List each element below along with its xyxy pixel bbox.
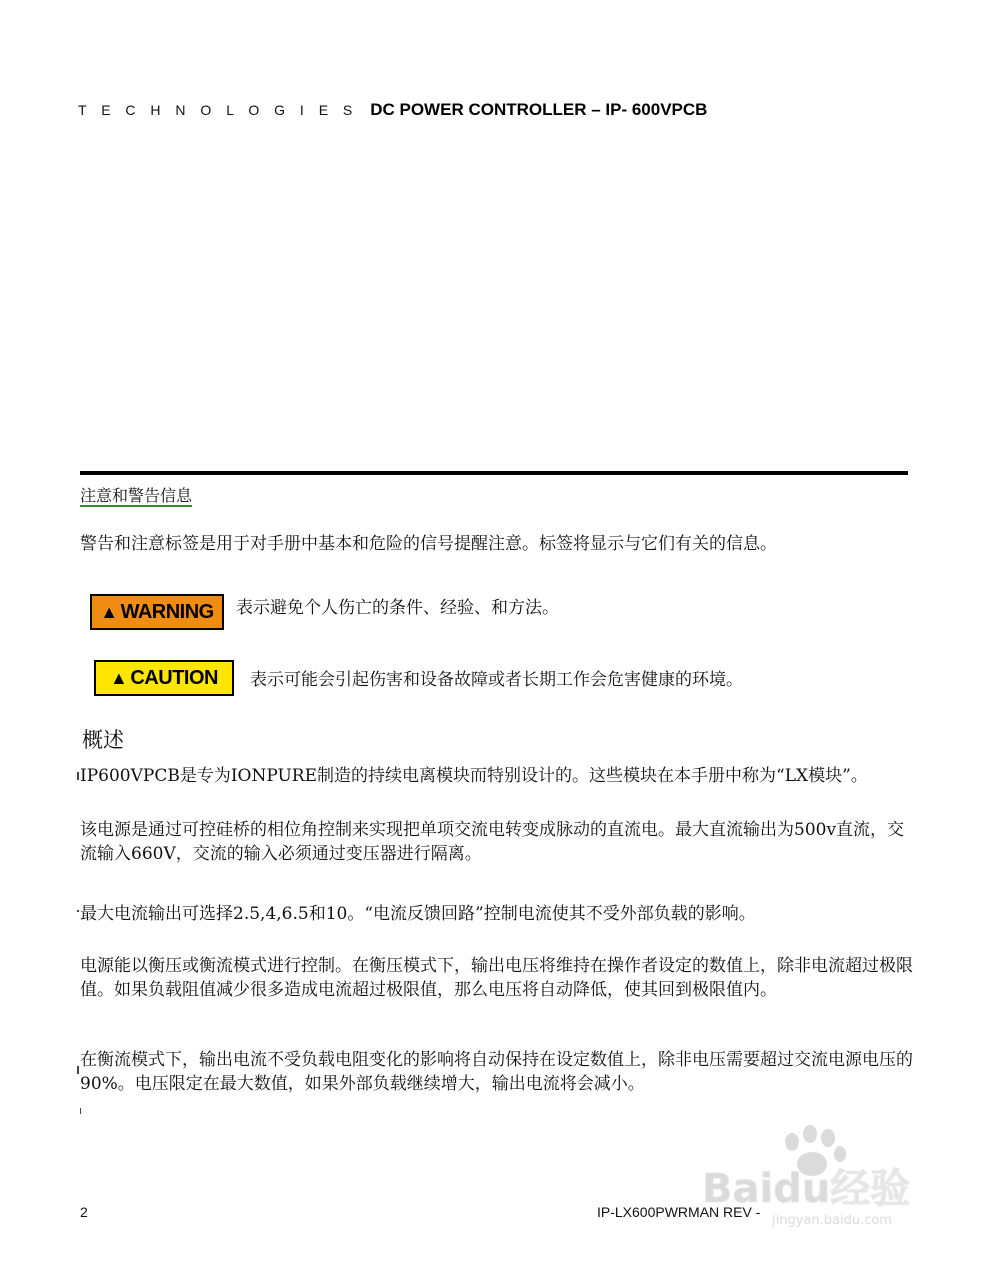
warning-badge-label: WARNING — [120, 600, 214, 623]
page-number: 2 — [80, 1204, 88, 1220]
overview-paragraph-5: 在衡流模式下，输出电流不受负载电阻变化的影响将自动保持在设定数值上，除非电压需要超过交流电源电压的90%。电压限定在最大数值，如果外部负载继续增大，输出电流将会减小。 — [80, 1050, 913, 1094]
document-title: DC POWER CONTROLLER – IP- 600VPCB — [370, 100, 708, 119]
caution-triangle-icon: ▲ — [110, 668, 128, 688]
watermark-brand: Baidu经验 — [702, 1166, 911, 1212]
caution-badge-label: CAUTION — [130, 666, 218, 689]
caution-badge — [94, 660, 234, 696]
scan-artifact — [77, 772, 79, 780]
warning-badge — [90, 594, 224, 630]
scan-artifact — [77, 1066, 79, 1074]
watermark-url: jingyan.baidu.com — [772, 1213, 892, 1228]
section-label-text: 注意和警告信息 — [80, 486, 193, 505]
baidu-jingyan-watermark — [700, 1120, 970, 1230]
section-label — [80, 484, 192, 508]
overview-paragraph-4: 电源能以衡压或衡流模式进行控制。在衡压模式下，输出电压将维持在操作者设定的数值上，除非电流超过极限值。如果负载阻值减少很多造成电流超过极限值，那么电压将自动降低，使其回到极限值内。 — [80, 956, 913, 1000]
overview-heading: 概述 — [82, 728, 124, 752]
overview-paragraph-3: 最大电流输出可选择2.5,4,6.5和10。“电流反馈回路”控制电流使其不受外部负载的影响。 — [80, 904, 756, 924]
section-divider — [80, 471, 908, 475]
warning-triangle-icon: ▲ — [100, 602, 118, 622]
scan-artifact — [80, 1108, 81, 1114]
document-revision: IP-LX600PWRMAN REV - — [597, 1204, 761, 1220]
overview-paragraph-2: 该电源是通过可控硅桥的相位角控制来实现把单项交流电转变成脉动的直流电。最大直流输出为500v直流，交流输入660V，交流的输入必须通过变压器进行隔离。 — [80, 820, 905, 864]
caution-description: 表示可能会引起伤害和设备故障或者长期工作会危害健康的环境。 — [250, 670, 743, 690]
warning-description: 表示避免个人伤亡的条件、经验、和方法。 — [236, 598, 559, 618]
company-brand: T E C H N O L O G I E S — [78, 102, 358, 118]
page-header — [78, 100, 707, 120]
overview-paragraph-1: IP600VPCB是专为IONPURE制造的持续电离模块而特别设计的。这些模块在本手册中称为“LX模块”。 — [80, 766, 868, 786]
scan-artifact — [77, 910, 79, 912]
intro-paragraph: 警告和注意标签是用于对手册中基本和危险的信号提醒注意。标签将显示与它们有关的信息。 — [80, 534, 777, 554]
